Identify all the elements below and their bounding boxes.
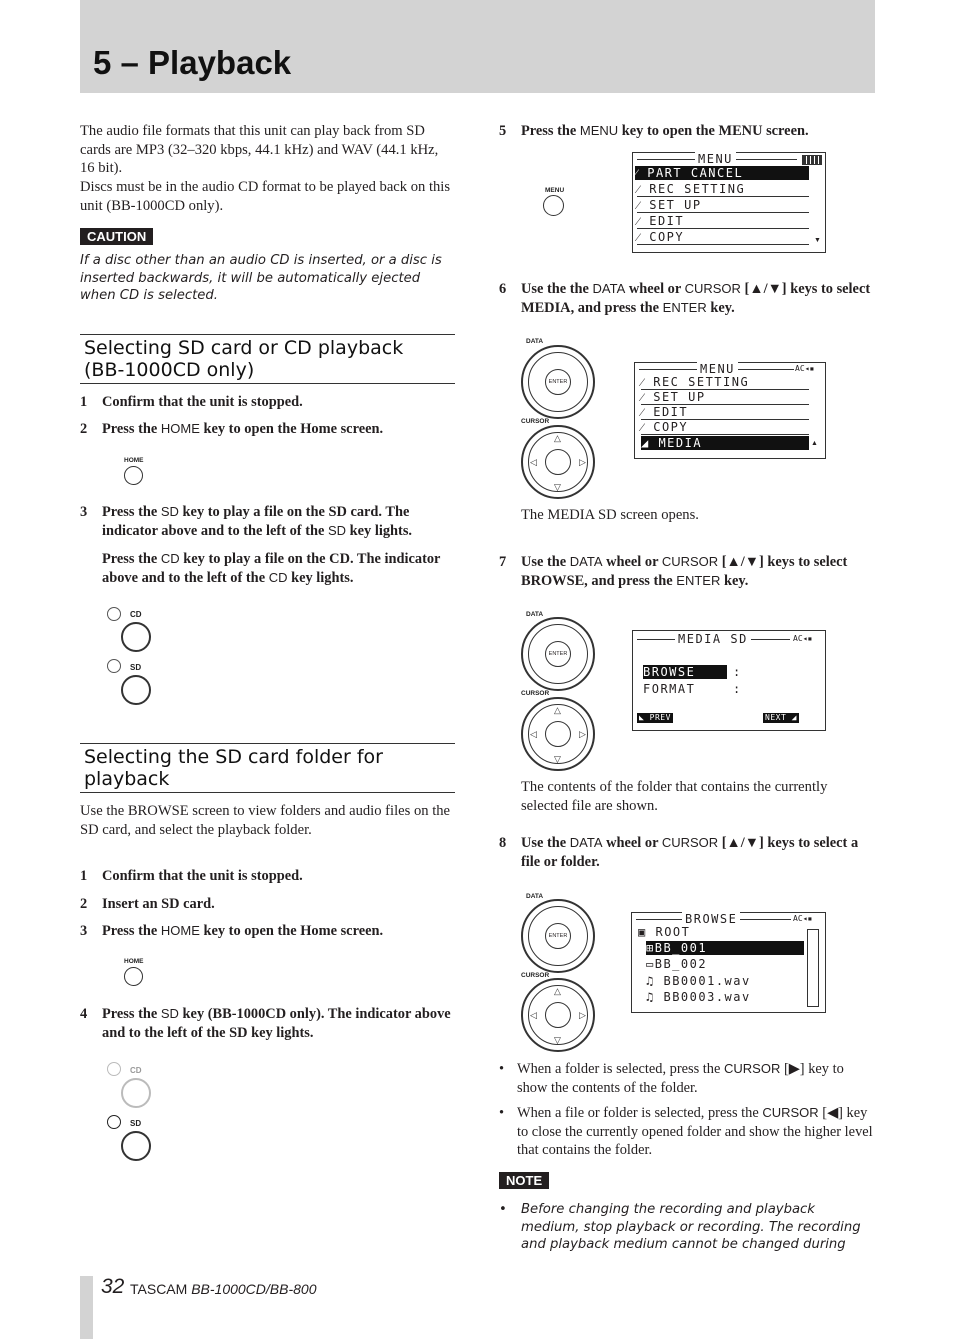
cd-key-label: CD [130,1066,142,1075]
scroll-down-icon: ▼ [814,236,821,244]
list-item: • When a folder is selected, press the CURSOR [▶] key to show the contents of the folder. [499,1061,844,1096]
key-name: SD [160,504,179,519]
scroll-up-icon: ▲ [811,439,818,447]
menu-key-label: MENU [545,187,565,194]
browse-root[interactable]: ▣ ROOT [638,925,691,939]
step-8 [499,834,875,872]
cursor-right-icon[interactable]: ▷ [579,729,586,739]
step-number: 1 [80,394,88,410]
step-number: 6 [499,281,507,297]
enter-button[interactable]: ENTER [545,923,571,949]
section-heading-line: Selecting SD card or CD playback [84,337,404,359]
home-key-button[interactable] [124,466,143,485]
step-text: Press the SD key to play a file on the SD card. The indicator above and to the left of the SD key lights. [102,504,413,539]
music-note-icon: ♫ [646,974,655,988]
step-text: Confirm that the unit is stopped. [102,868,303,884]
menu-item-selected[interactable]: ⁄ PART CANCEL [635,166,809,180]
step7-result: The contents of the folder that contains the currently selected file are shown. [521,779,828,814]
intro-paragraph-discs: Discs must be in the audio CD format to be played back on this unit (BB-1000CD only). [80,179,451,214]
cd-key-button[interactable] [121,1078,151,1108]
ac-power-icon: AC◂▪ [793,634,813,643]
folder-open-icon: ⊞ [646,941,655,955]
menu-key-button[interactable] [543,195,564,216]
step-text: Press the CD key to play a file on the CD. The indicator above and to the left of the CD key lights. [102,551,441,586]
sd-key-button[interactable] [121,1131,151,1161]
chapter-title: 5 – Playback [93,44,292,81]
enter-button[interactable]: ENTER [545,369,571,395]
bullet-dot: • [499,1061,505,1077]
step-5 [499,122,875,141]
step-3 [80,922,455,941]
sd-indicator-led [107,659,121,673]
home-key-label: HOME [124,958,144,965]
step-number: 3 [80,923,88,939]
key-name: SD [160,1006,179,1021]
browse-folder-selected[interactable]: ⊞BB_001 [646,941,804,955]
menu-item[interactable]: ⁄ COPY [637,230,809,245]
cursor-center [545,449,571,475]
browse-screen-lcd [631,912,826,1013]
cursor-center [545,1002,571,1028]
cursor-right-icon[interactable]: ▷ [579,1010,586,1020]
menu-screen-lcd [632,152,826,253]
menu-item[interactable]: ⁄ EDIT [641,405,809,420]
key-name: MENU [579,123,619,138]
root-icon: ▣ [638,925,647,939]
cursor-left-icon[interactable]: ◁ [530,1010,537,1020]
cursor-down-icon[interactable]: ▽ [554,1035,561,1045]
note-text: Before changing the recording and playback medium, stop playback or recording. The recording and playback medium cannot be changed during [521,1202,861,1252]
step-text: Insert an SD card. [102,896,215,912]
step-text: Press the HOME key to open the Home screen. [102,421,384,437]
cd-key-button[interactable] [121,622,151,652]
cd-indicator-led [107,607,121,621]
section-heading-sd-folder [80,743,455,793]
sd-indicator-led-lit [107,1115,121,1129]
step-number: 4 [80,1006,88,1022]
menu-item-selected[interactable]: ◢ MEDIA [641,436,809,450]
cursor-pad[interactable] [521,978,595,1052]
step-number: 8 [499,835,507,851]
caution-text: If a disc other than an audio CD is inserted, or a disc is inserted backwards, it will be automatically ejected when CD is selected. [80,253,442,303]
step-1 [80,867,455,886]
battery-icon [802,155,822,165]
menu-screen-lcd-media [634,362,826,459]
data-wheel-label: DATA [526,338,544,345]
step-text: Confirm that the unit is stopped. [102,394,303,410]
music-note-icon: ♫ [646,990,655,1004]
ac-power-icon: AC◂▪ [795,364,815,373]
step-4 [80,1005,455,1043]
browse-scrollbar[interactable] [807,929,819,1007]
page-number: 32 [101,1275,125,1298]
cursor-left-icon[interactable]: ◁ [530,729,537,739]
format-colon: : [733,682,742,696]
key-name: HOME [160,923,200,938]
next-button[interactable]: NEXT ◢ [765,713,797,722]
footer-band [80,1276,93,1339]
prev-button[interactable]: ◣ PREV [639,713,671,722]
step-text: Press the MENU key to open the MENU screen. [521,123,809,139]
cursor-up-icon[interactable]: △ [554,433,561,443]
media-sd-screen-lcd [632,630,826,731]
step-2 [80,895,455,914]
browse-colon: : [733,665,742,679]
data-wheel[interactable] [521,345,595,419]
cursor-center [545,721,571,747]
menu-item[interactable]: ⁄ REC SETTING [637,182,809,197]
sd-key-label: SD [130,1119,142,1128]
section-heading-line: (BB-1000CD only) [84,358,255,381]
key-name: CD [268,569,288,585]
browse-folder[interactable]: ▭BB_002 [646,957,708,971]
browse-file[interactable]: ♫ BB0003.wav [646,990,751,1004]
caution-tag: CAUTION [80,228,153,245]
sd-key-label: SD [130,663,142,672]
ac-power-icon: AC◂▪ [793,914,813,923]
note-tag: NOTE [499,1172,549,1189]
step-3-cd [80,550,455,588]
cd-key-label: CD [130,610,142,619]
browse-file[interactable]: ♫ BB0001.wav [646,974,751,988]
data-wheel[interactable] [521,899,595,973]
lcd-title: MENU [695,152,736,166]
bullet-dot: • [499,1202,507,1217]
key-name: CD [160,551,180,566]
cursor-key-label: CURSOR [521,972,550,979]
section2-intro: Use the BROWSE screen to view folders and audio files on the SD card, and select the playback folder. [80,803,451,838]
cursor-up-icon[interactable]: △ [554,986,561,996]
key-name: HOME [160,421,200,436]
cursor-right-icon[interactable]: ▷ [579,457,586,467]
note-item [499,1201,869,1254]
key-name: SD [327,522,347,538]
enter-button[interactable]: ENTER [545,641,571,667]
menu-item[interactable]: ⁄ EDIT [637,214,809,229]
menu-item[interactable]: ⁄ REC SETTING [641,375,809,390]
step-number: 7 [499,554,507,570]
step-3 [80,503,455,541]
browse-option-selected[interactable]: BROWSE [643,665,727,679]
format-option[interactable]: FORMAT [643,682,696,696]
step-number: 3 [80,504,88,520]
cursor-pad[interactable] [521,697,595,771]
cursor-key-label: CURSOR [521,690,550,697]
menu-item[interactable]: ⁄ SET UP [641,390,809,405]
step-text: Use the DATA wheel or CURSOR [▲/▼] keys to select a file or folder. [521,835,859,870]
cursor-down-icon[interactable]: ▽ [554,754,561,764]
home-key-button[interactable] [124,967,143,986]
section-heading-line: Selecting the SD card folder for [84,746,383,768]
folder-icon: ▭ [646,957,655,971]
list-item: • When a file or folder is selected, press the CURSOR [◀] key to close the currently opened folder and show the higher level that contains the folder. [499,1105,873,1158]
lcd-title: MEDIA SD [675,632,751,646]
lcd-title: BROWSE [682,912,740,926]
data-wheel[interactable] [521,617,595,691]
menu-item[interactable]: ⁄ SET UP [637,198,809,213]
step-2 [80,420,455,439]
step-number: 2 [80,896,88,912]
step-number: 5 [499,123,507,139]
sd-key-button[interactable] [121,675,151,705]
step-text: Use the the DATA wheel or CURSOR [▲/▼] keys to select MEDIA, and press the ENTER key. [521,281,871,316]
cursor-left-icon[interactable]: ◁ [530,457,537,467]
section-heading-line: playback [84,767,170,790]
home-key-label: HOME [124,457,144,464]
step6-result: The MEDIA SD screen opens. [521,507,699,523]
step-6 [499,280,875,318]
data-wheel-label: DATA [526,611,544,618]
cursor-up-icon[interactable]: △ [554,705,561,715]
cd-indicator-led [107,1062,121,1076]
step-text: Press the HOME key to open the Home screen. [102,923,384,939]
cursor-down-icon[interactable]: ▽ [554,482,561,492]
cursor-pad[interactable] [521,425,595,499]
intro-paragraph-formats: The audio file formats that this unit can play back from SD cards are MP3 (32–320 kbps, 44.1 kHz) and WAV (44.1 kHz, 16 bit). [80,123,439,176]
step-text: Use the DATA wheel or CURSOR [▲/▼] keys to select BROWSE, and press the ENTER key. [521,554,848,589]
menu-item[interactable]: ⁄ COPY [641,420,809,435]
step-number: 1 [80,868,88,884]
step-1 [80,393,455,412]
footer-brand: TASCAM BB-1000CD/BB-800 [130,1281,317,1297]
cursor-key-label: CURSOR [521,418,550,425]
step-number: 2 [80,421,88,437]
step-text: Press the SD key (BB-1000CD only). The indicator above and to the left of the SD key lights. [102,1006,451,1041]
data-wheel-label: DATA [526,893,544,900]
lcd-title: MENU [697,362,738,376]
section-heading-sd-cd-playback [80,334,455,384]
bullet-dot: • [499,1105,505,1121]
step-7 [499,553,875,591]
